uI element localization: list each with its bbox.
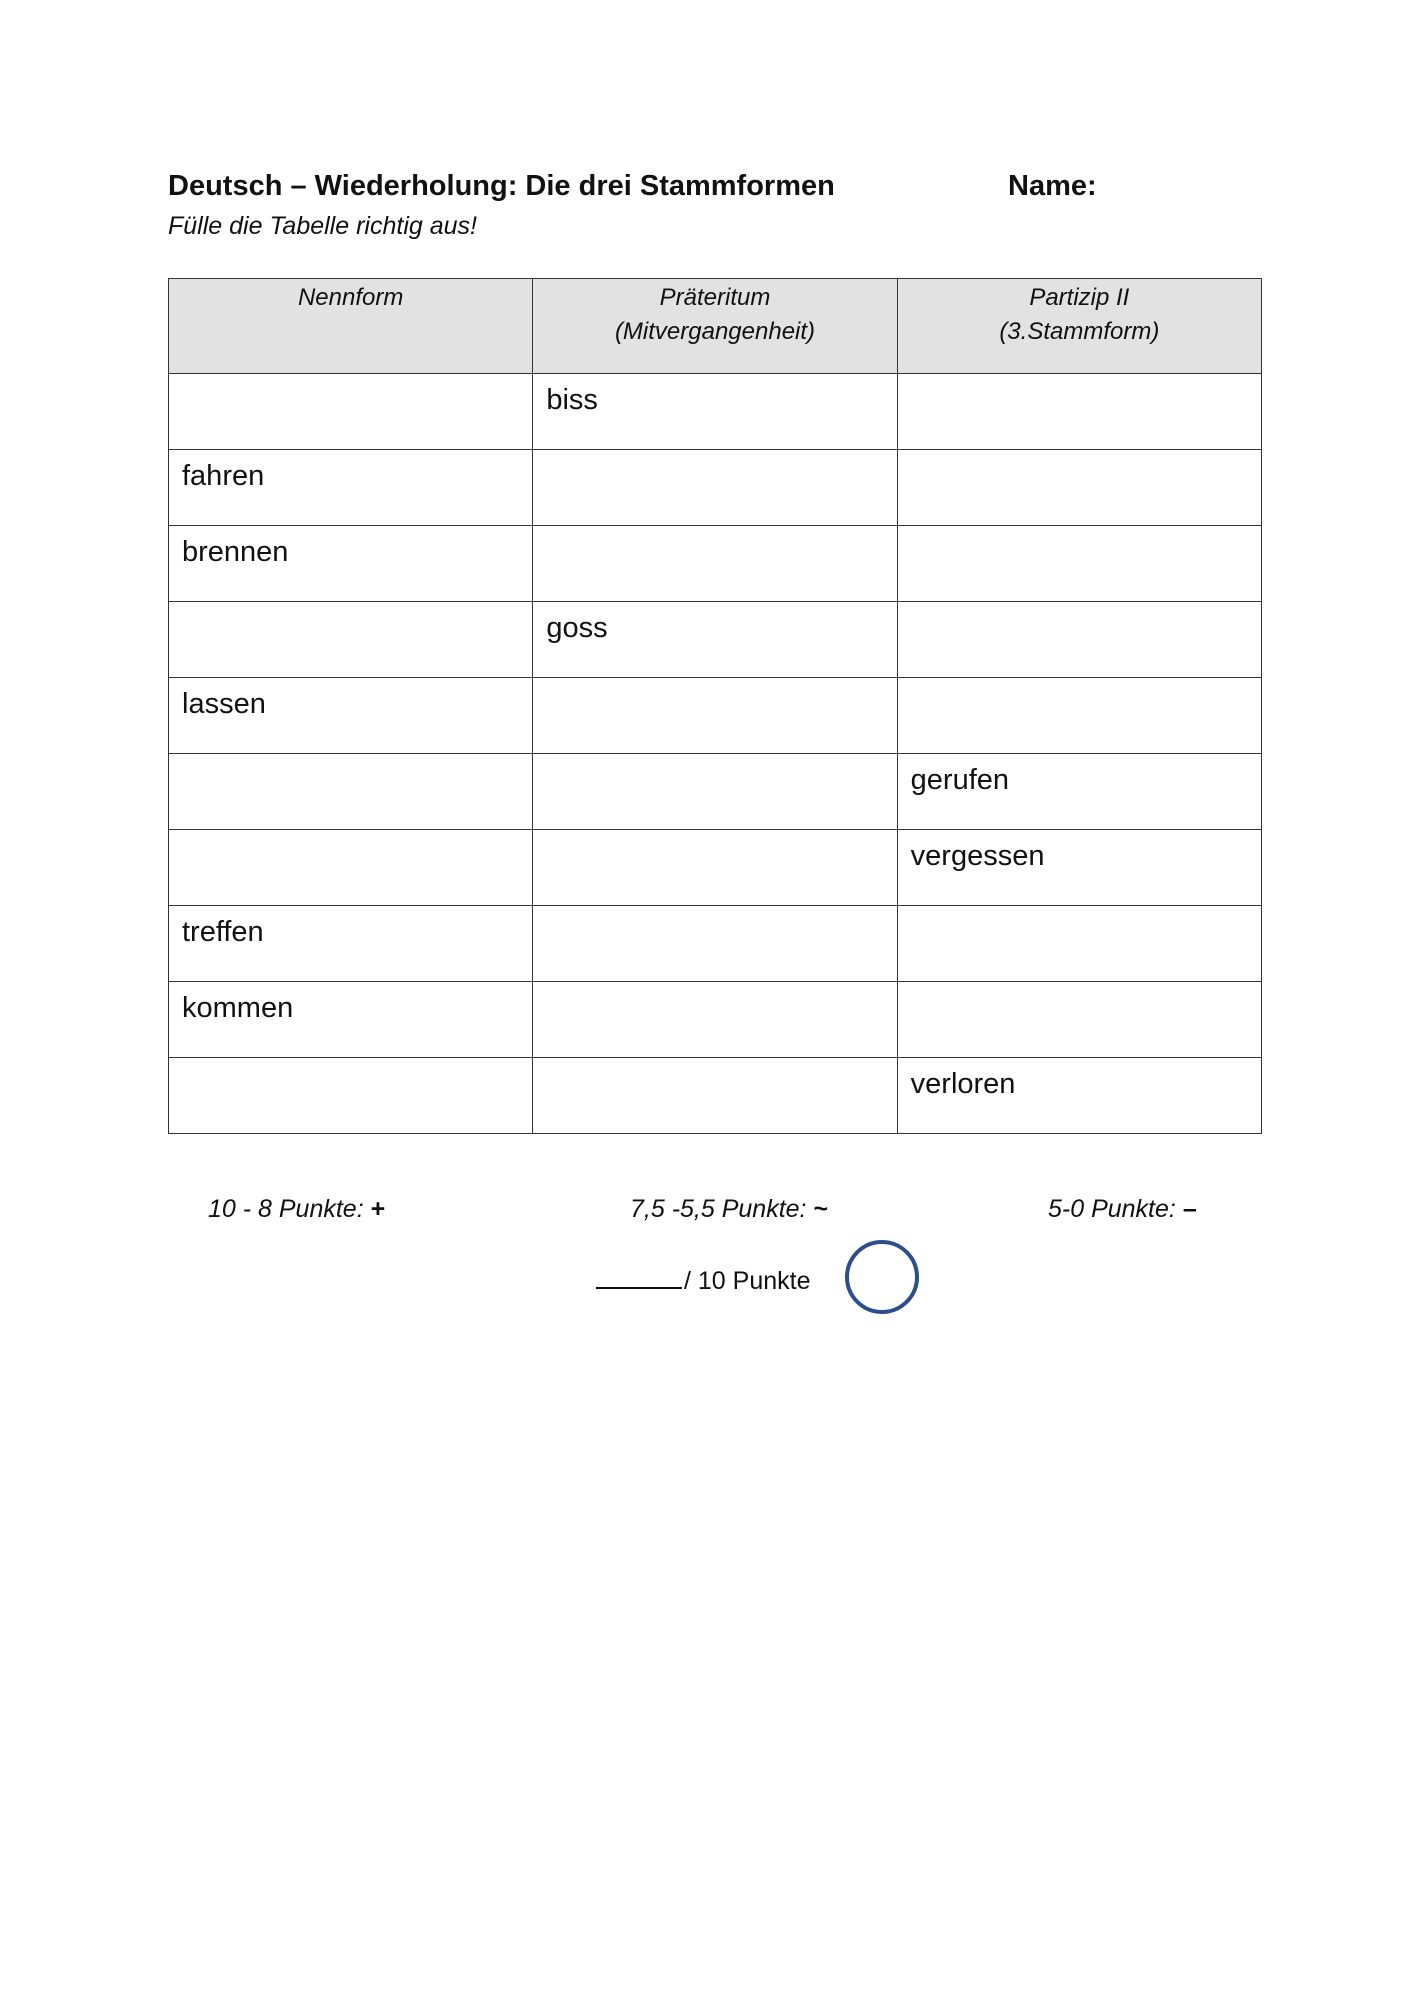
- grading-scale-low: [1048, 1195, 1197, 1224]
- table-row: [169, 830, 1262, 906]
- column-header-label: Partizip II: [1029, 284, 1130, 311]
- table-header-row: [169, 279, 1262, 374]
- cell-partizip: [897, 906, 1261, 982]
- table-row: [169, 374, 1262, 450]
- page-title: Deutsch – Wiederholung: Die drei Stammformen: [168, 170, 835, 202]
- grade-circle-icon: [845, 1240, 919, 1314]
- cell-nennform: fahren: [169, 450, 533, 526]
- name-label: Name:: [1008, 170, 1097, 202]
- cell-partizip: [897, 374, 1261, 450]
- column-header-nennform: [169, 279, 533, 374]
- grading-scale-mid: [630, 1195, 828, 1224]
- cell-praeteritum: biss: [533, 374, 897, 450]
- cell-nennform: lassen: [169, 678, 533, 754]
- cell-nennform: [169, 374, 533, 450]
- cell-praeteritum: [533, 526, 897, 602]
- cell-nennform: kommen: [169, 982, 533, 1058]
- cell-praeteritum: [533, 830, 897, 906]
- grading-symbol-minus: –: [1182, 1195, 1197, 1223]
- score-label: / 10 Punkte: [684, 1267, 811, 1295]
- instruction-text: Fülle die Tabelle richtig aus!: [168, 212, 477, 240]
- cell-partizip: vergessen: [897, 830, 1261, 906]
- cell-partizip: [897, 450, 1261, 526]
- cell-partizip: [897, 526, 1261, 602]
- cell-nennform: [169, 830, 533, 906]
- table-row: [169, 678, 1262, 754]
- cell-nennform: [169, 602, 533, 678]
- table-row: [169, 526, 1262, 602]
- grading-scale-label: 5-0 Punkte:: [1048, 1195, 1183, 1223]
- cell-nennform: brennen: [169, 526, 533, 602]
- column-header-sublabel: (Mitvergangenheit): [614, 318, 816, 345]
- table-row: [169, 906, 1262, 982]
- column-header-praeteritum: [533, 279, 897, 374]
- column-header-label: Nennform: [297, 284, 404, 311]
- grading-symbol-plus: +: [370, 1195, 386, 1223]
- cell-partizip: [897, 982, 1261, 1058]
- score-blank: [596, 1265, 682, 1289]
- table-row: [169, 754, 1262, 830]
- cell-partizip: verloren: [897, 1058, 1261, 1134]
- cell-praeteritum: [533, 754, 897, 830]
- cell-praeteritum: [533, 982, 897, 1058]
- grading-scale-high: [208, 1195, 385, 1224]
- column-header-partizip: [897, 279, 1261, 374]
- cell-partizip: [897, 678, 1261, 754]
- table-row: [169, 450, 1262, 526]
- cell-nennform: treffen: [169, 906, 533, 982]
- cell-praeteritum: [533, 1058, 897, 1134]
- column-header-label: Präteritum: [659, 284, 771, 311]
- grading-symbol-tilde: ~: [813, 1195, 829, 1223]
- cell-nennform: [169, 1058, 533, 1134]
- stammformen-table: [168, 278, 1262, 1134]
- table-row: [169, 602, 1262, 678]
- score-line: [596, 1265, 810, 1296]
- grading-scale-label: 10 - 8 Punkte:: [208, 1195, 371, 1223]
- table-row: [169, 982, 1262, 1058]
- column-header-sublabel: (3.Stammform): [999, 318, 1160, 345]
- cell-partizip: [897, 602, 1261, 678]
- cell-praeteritum: [533, 678, 897, 754]
- cell-praeteritum: [533, 906, 897, 982]
- cell-praeteritum: [533, 450, 897, 526]
- table-row: [169, 1058, 1262, 1134]
- cell-praeteritum: goss: [533, 602, 897, 678]
- grading-scale-label: 7,5 -5,5 Punkte:: [630, 1195, 814, 1223]
- cell-nennform: [169, 754, 533, 830]
- cell-partizip: gerufen: [897, 754, 1261, 830]
